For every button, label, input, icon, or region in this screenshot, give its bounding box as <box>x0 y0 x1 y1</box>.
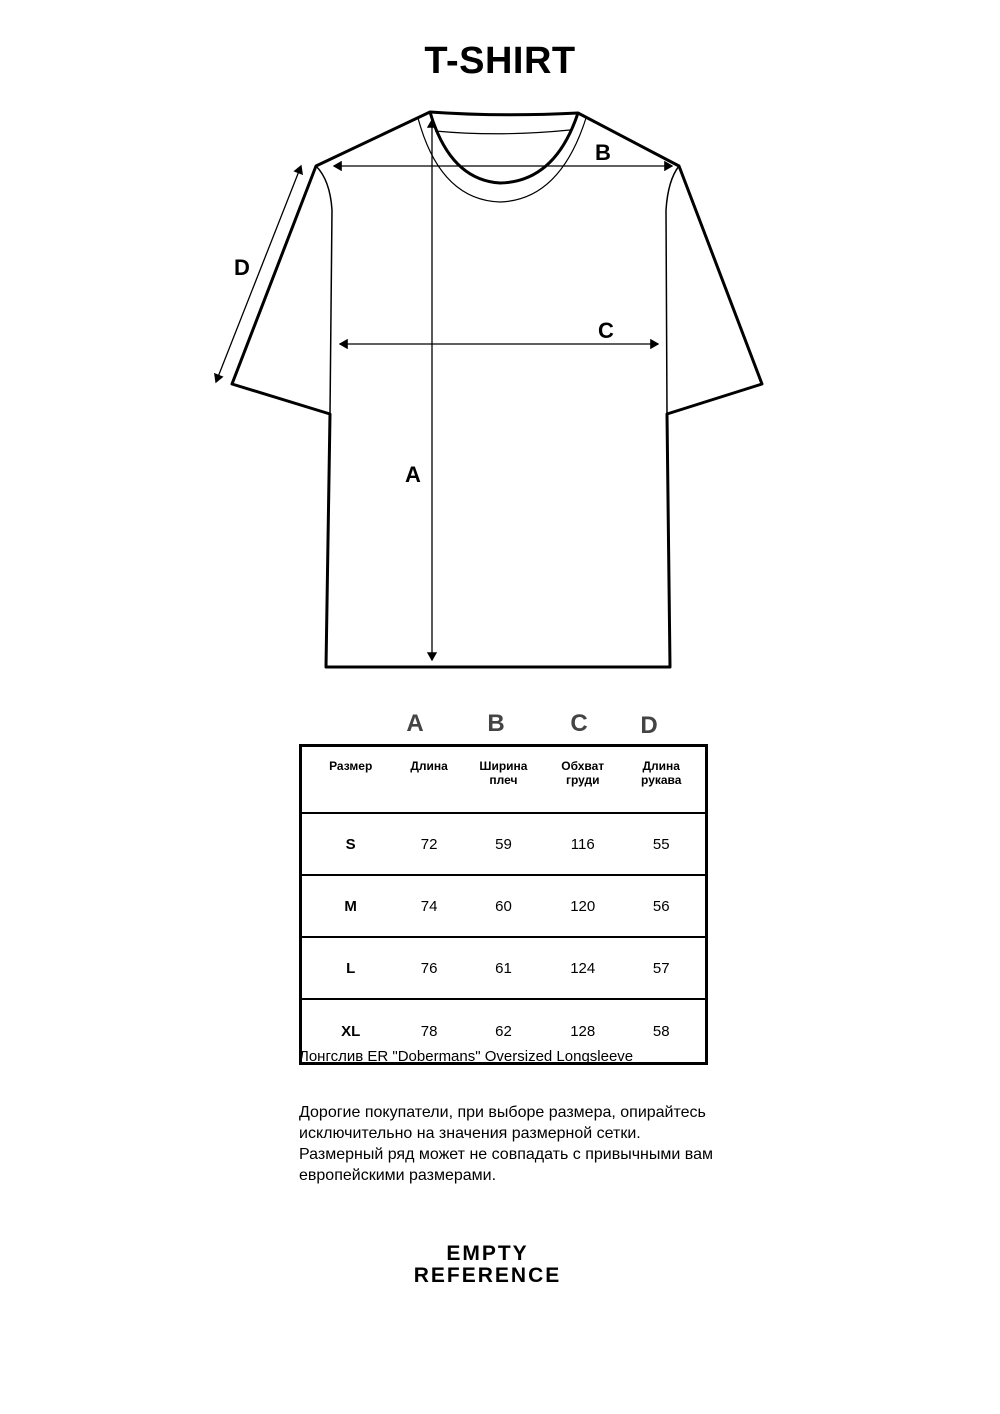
header-sleeve-length: Длина рукава <box>617 746 706 814</box>
label-c: C <box>598 318 614 343</box>
brand-line-1: EMPTY <box>446 1242 529 1265</box>
brand-line-2: REFERENCE <box>413 1264 562 1287</box>
note-line: Размерный ряд может не совпадать с привычными вам <box>299 1146 713 1163</box>
label-d: D <box>234 255 250 280</box>
label-b: B <box>595 140 611 165</box>
table-row <box>301 813 707 875</box>
note-line: Дорогие покупатели, при выборе размера, опирайтесь <box>299 1104 706 1121</box>
label-a: A <box>405 462 421 487</box>
table-row <box>301 937 707 999</box>
tshirt-outline-icon <box>232 112 762 667</box>
size-note <box>299 1102 759 1186</box>
note-line: европейскими размерами. <box>299 1167 497 1184</box>
size-table <box>299 744 708 1065</box>
cell-c: 128 <box>570 1022 596 1040</box>
cell-size: M <box>301 875 400 937</box>
header-shoulder-width: Ширина плеч <box>459 746 548 814</box>
cell-size: S <box>301 813 400 875</box>
brand-logo <box>0 1243 975 1287</box>
cell-b: 61 <box>459 937 548 999</box>
cell-c: 120 <box>548 875 617 937</box>
cell-d: 55 <box>617 813 706 875</box>
cell-size: XL <box>341 1022 361 1040</box>
cell-d: 56 <box>617 875 706 937</box>
table-row <box>301 875 707 937</box>
header-chest: Обхват груди <box>548 746 617 814</box>
cell-d: 57 <box>617 937 706 999</box>
cell-b: 59 <box>459 813 548 875</box>
cell-b: 60 <box>459 875 548 937</box>
page-title: T-SHIRT <box>424 40 576 82</box>
cell-a: 76 <box>399 937 459 999</box>
measure-d-line <box>216 166 301 382</box>
table-header-row <box>301 746 707 814</box>
column-letter-a: A <box>406 710 424 737</box>
cell-a: 78 <box>420 1022 438 1040</box>
cell-b: 62 <box>495 1022 512 1040</box>
column-letter-c: C <box>570 710 588 737</box>
cell-a: 74 <box>399 875 459 937</box>
cell-size: L <box>301 937 400 999</box>
product-name: Лонгслив ER "Dobermans" Oversized Longsleeve <box>299 1048 634 1065</box>
cell-d: 58 <box>652 1022 670 1040</box>
column-letter-d: D <box>640 712 658 739</box>
column-letter-b: B <box>487 710 505 737</box>
header-length: Длина <box>399 746 459 814</box>
cell-c: 124 <box>548 937 617 999</box>
note-line: исключительно на значения размерной сетки. <box>299 1125 641 1142</box>
tshirt-diagram <box>0 0 1000 700</box>
cell-a: 72 <box>399 813 459 875</box>
header-size: Размер <box>301 746 400 814</box>
cell-c: 116 <box>548 813 617 875</box>
